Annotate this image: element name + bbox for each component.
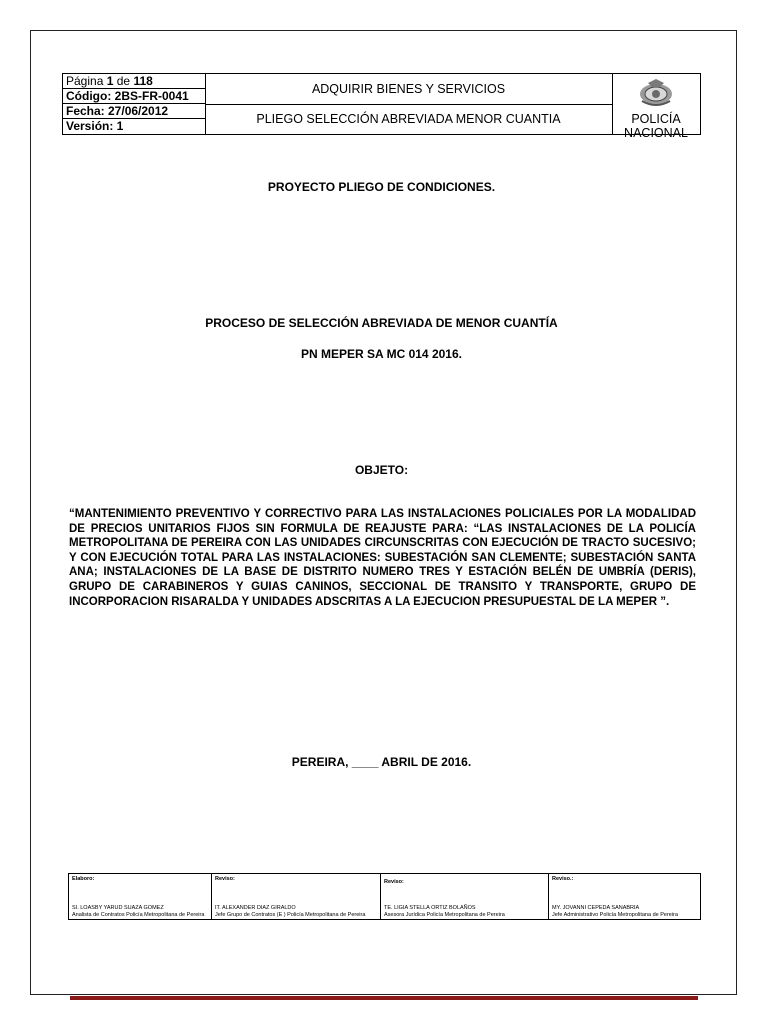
page-number: Página 1 de 118 bbox=[63, 74, 205, 89]
signature-name: TE. LIGIA STELLA ORTIZ BOLAÑOS bbox=[384, 905, 476, 911]
footer-rule bbox=[70, 996, 698, 1000]
document-code: Código: 2BS-FR-0041 bbox=[63, 89, 205, 104]
process-code: PN MEPER SA MC 014 2016. bbox=[301, 347, 462, 361]
signature-role: Elaboro: bbox=[72, 876, 95, 882]
signature-position: Jefe Grupo de Contratos (E ) Policía Metropolitana de Pereira bbox=[215, 911, 366, 918]
signature-cell bbox=[549, 874, 700, 919]
signature-position: Analista de Contratos Policía Metropolitana de Pereira bbox=[72, 911, 205, 918]
objeto-text: “MANTENIMIENTO PREVENTIVO Y CORRECTIVO PARA LAS INSTALACIONES POLICIALES POR LA MODALIDAD DE PRECIOS UNITARIOS FIJOS SIN FORMULA DE REAJUSTE PARA: “LAS INSTALACIONES DE LA POLICÍA METROPOLITANA DE PEREIRA CON LAS UNIDADES CIRCUNSCRITAS CON EJECUCIÓN DE TRACTO SUCESIVO; Y CON EJECUCIÓN TOTAL PARA LAS INSTALACIONES: SUBESTACIÓN SAN CLEMENTE; SUBESTACIÓN SANTA ANA; INSTALACIONES DE LA BASE DE DISTRITO NUMERO TRES Y ESTACIÓN BELÉN DE UMBRÍA (DERIS), GRUPO DE CARABINEROS Y GUIAS CANINOS, SECCIONAL DE TRANSITO Y TRANSPORTE, GRUPO DE INCORPORACION RISARALDA Y UNIDADES ADSCRITAS A LA EJECUCION PRESUPUESTAL DE LA MEPER ”. bbox=[69, 508, 696, 608]
signature-role: Reviso: bbox=[384, 879, 404, 885]
signature-name: SI. LOASBY YARUD SUAZA GOMEZ bbox=[72, 905, 164, 911]
document-version: Versión: 1 bbox=[66, 119, 124, 133]
objeto-heading: OBJETO: bbox=[354, 463, 409, 477]
document-header-table bbox=[62, 73, 701, 140]
signature-cell bbox=[212, 874, 381, 919]
signature-position: Jefe Administrativo Policía Metropolitana de Pereira bbox=[552, 911, 678, 918]
police-emblem-icon bbox=[638, 77, 674, 109]
signature-table bbox=[68, 873, 701, 920]
document-date: Fecha: 27/06/2012 bbox=[63, 104, 205, 119]
signature-role: Reviso.: bbox=[552, 876, 574, 882]
signature-role: Reviso: bbox=[215, 876, 235, 882]
document-type: PLIEGO SELECCIÓN ABREVIADA MENOR CUANTIA bbox=[256, 112, 561, 126]
signature-name: IT. ALEXANDER DIAZ GIRALDO bbox=[215, 905, 296, 911]
signature-position: Asesora Jurídica Policía Metropolitana de Pereira bbox=[384, 911, 505, 918]
institution-name: POLICÍA NACIONAL bbox=[624, 112, 688, 140]
process-name: ADQUIRIR BIENES Y SERVICIOS bbox=[205, 74, 612, 105]
place-date: PEREIRA, ____ ABRIL DE 2016. bbox=[291, 755, 472, 769]
institution-cell bbox=[612, 74, 700, 140]
signature-cell bbox=[381, 874, 549, 919]
process-cell bbox=[205, 74, 613, 134]
document-title: PROYECTO PLIEGO DE CONDICIONES. bbox=[267, 180, 496, 194]
process-title: PROCESO DE SELECCIÓN ABREVIADA DE MENOR CUANTÍA bbox=[205, 316, 558, 330]
signature-name: MY. JOVANNI CEPEDA SANABRIA bbox=[552, 905, 640, 911]
document-meta bbox=[63, 74, 206, 134]
signature-cell bbox=[69, 874, 212, 919]
